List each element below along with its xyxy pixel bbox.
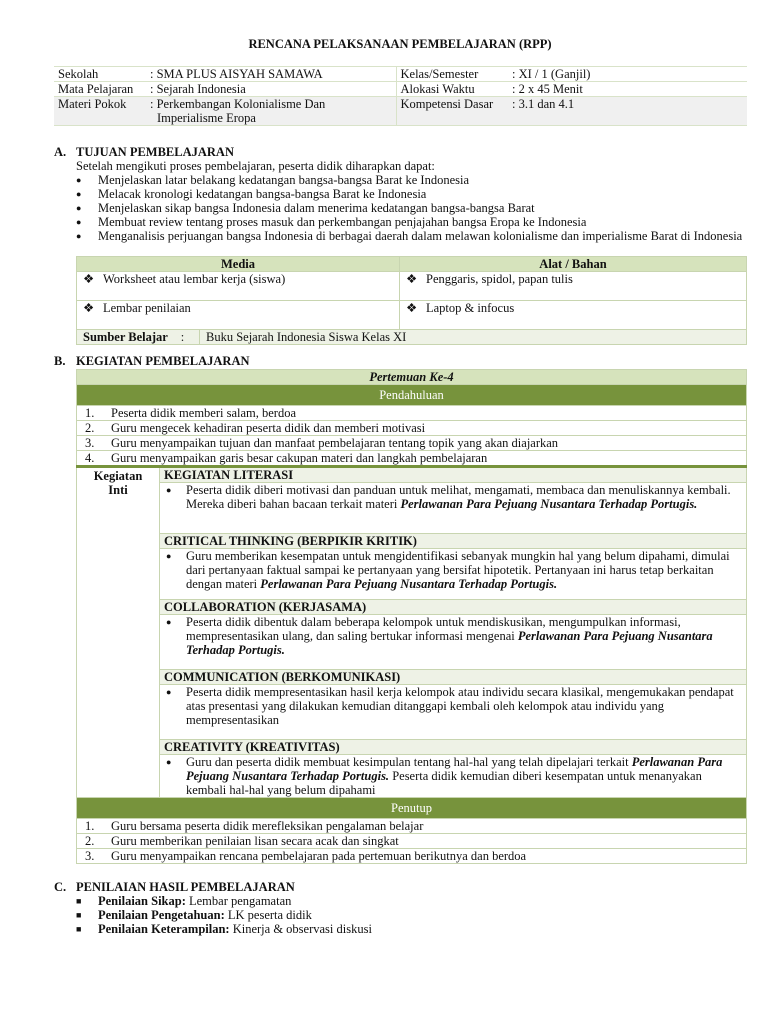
alat-header: Alat / Bahan <box>400 257 747 272</box>
pendahuluan-header: Pendahuluan <box>77 385 747 406</box>
media-header: Media <box>77 257 400 272</box>
sekolah-label: Sekolah <box>54 67 146 82</box>
table-row: 2. Guru mengecek kehadiran peserta didik dan memberi motivasi <box>77 421 747 436</box>
table-row: 3. Guru menyampaikan tujuan dan manfaat pembelajaran tentang topik yang akan diajarkan <box>77 436 747 451</box>
document-title: RENCANA PELAKSANAAN PEMBELAJARAN (RPP) <box>248 37 552 51</box>
section-a-heading: A. TUJUAN PEMBELAJARAN <box>54 145 234 159</box>
list-item: ■ Penilaian Sikap: Lembar pengamatan <box>76 894 746 908</box>
list-item: ● Membuat review tentang proses masuk dan perkembangan penjajahan bangsa Eropa ke Indonesia <box>76 215 746 229</box>
identity-table <box>54 66 747 126</box>
list-item: ● Menjelaskan latar belakang kedatangan bangsa-bangsa Barat ke Indonesia <box>76 173 746 187</box>
table-row: 4. Guru menyampaikan garis besar cakupan materi dan langkah pembelajaran <box>77 451 747 467</box>
table-row: 3. Guru menyampaikan rencana pembelajaran pada pertemuan berikutnya dan berdoa <box>77 849 747 864</box>
list-item: ■ Penilaian Pengetahuan: LK peserta didik <box>76 908 746 922</box>
sumber-value: Buku Sejarah Indonesia Siswa Kelas XI <box>200 330 747 345</box>
diamond-bullet-icon: ❖ <box>406 272 418 286</box>
mapel-value: : Sejarah Indonesia <box>146 82 396 97</box>
literasi-heading: KEGIATAN LITERASI <box>160 467 747 483</box>
objectives-list <box>76 173 746 243</box>
list-item: ● Melacak kronologi kedatangan bangsa-bangsa Barat ke Indonesia <box>76 187 746 201</box>
table-row: 1. Peserta didik memberi salam, berdoa <box>77 406 747 421</box>
media-item: ❖ Worksheet atau lembar kerja (siswa) <box>77 272 400 301</box>
diamond-bullet-icon: ❖ <box>83 301 95 315</box>
literasi-text: ● Peserta didik diberi motivasi dan panduan untuk melihat, mengamati, membaca dan menuliskannya kembali. Mereka diberi bahan bacaan terkait materi Perlawanan Para Pejuang Nusantara Terhadap Portugis. <box>160 483 747 534</box>
alokasi-value: : 2 x 45 Menit <box>508 82 747 97</box>
collab-text: ● Peserta didik dibentuk dalam beberapa kelompok untuk mendiskusikan, mengumpulkan informasi, mempresentasikan ulang, dan saling bertukar informasi mengenai Perlawanan Para Pejuang Nusantara Terhadap Portugis. <box>160 615 747 670</box>
creat-text: ● Guru dan peserta didik membuat kesimpulan tentang hal-hal yang telah dipelajari terkait Perlawanan Para Pejuang Nusantara Terhadap Portugis. Peserta didik kemudian diberi kesempatan untuk menanyakan kembali hal-hal yang belum dipahami <box>160 755 747 798</box>
creat-heading: CREATIVITY (KREATIVITAS) <box>160 740 747 755</box>
comm-heading: COMMUNICATION (BERKOMUNIKASI) <box>160 670 747 685</box>
comm-text: ● Peserta didik mempresentasikan hasil kerja kelompok atau individu secara klasikal, mengemukakan pendapat atas presentasi yang dilakukan kemudian ditanggapi kembali oleh kelompok atau individu yang mempresentasikan <box>160 685 747 740</box>
materi-value-line2: Imperialisme Eropa <box>157 111 256 125</box>
kelas-label: Kelas/Semester <box>396 67 508 82</box>
materi-value <box>146 97 396 126</box>
critical-heading: CRITICAL THINKING (BERPIKIR KRITIK) <box>160 534 747 549</box>
diamond-bullet-icon: ❖ <box>406 301 418 315</box>
critical-text: ● Guru memberikan kesempatan untuk mengidentifikasi sebanyak mungkin hal yang belum dipahami, dimulai dari pertanyaan faktual sampai ke pertanyaan yang bersifat hipotetik. Pertanyaan ini harus tetap berkaitan dengan materi Perlawanan Para Pejuang Nusantara Terhadap Portugis. <box>160 549 747 600</box>
kd-label: Kompetensi Dasar <box>396 97 508 126</box>
diamond-bullet-icon: ❖ <box>83 272 95 286</box>
media-table <box>76 256 747 345</box>
section-c-heading: C. PENILAIAN HASIL PEMBELAJARAN <box>54 880 295 894</box>
materi-value-line1: : Perkembangan Kolonialisme Dan <box>150 97 326 111</box>
alokasi-label: Alokasi Waktu <box>396 82 508 97</box>
list-item: ● Menjelaskan sikap bangsa Indonesia dalam menerima kedatangan bangsa-bangsa Barat <box>76 201 746 215</box>
table-row: 1. Guru bersama peserta didik merefleksikan pengalaman belajar <box>77 819 747 834</box>
alat-item: ❖ Penggaris, spidol, papan tulis <box>400 272 747 301</box>
section-b-heading: B. KEGIATAN PEMBELAJARAN <box>54 354 250 368</box>
section-a-intro: Setelah mengikuti proses pembelajaran, peserta didik diharapkan dapat: <box>76 159 435 173</box>
materi-label: Materi Pokok <box>54 97 146 126</box>
meeting-label: Pertemuan Ke-4 <box>77 370 747 385</box>
table-row: 2. Guru memberikan penilaian lisan secara acak dan singkat <box>77 834 747 849</box>
assessment-list <box>76 894 746 936</box>
alat-item: ❖ Laptop & infocus <box>400 301 747 330</box>
media-item: ❖ Lembar penilaian <box>77 301 400 330</box>
sekolah-value: : SMA PLUS AISYAH SAMAWA <box>146 67 396 82</box>
kd-value: : 3.1 dan 4.1 <box>508 97 747 126</box>
list-item: ● Menganalisis perjuangan bangsa Indonesia di berbagai daerah dalam melawan kolonialisme dan imperialisme Barat di Indonesia <box>76 229 746 243</box>
mapel-label: Mata Pelajaran <box>54 82 146 97</box>
penutup-header: Penutup <box>77 798 747 819</box>
sumber-label: Sumber Belajar : <box>77 330 200 345</box>
kegiatan-inti-label: Kegiatan Inti <box>77 467 160 798</box>
activities-table <box>76 369 747 864</box>
list-item: ■ Penilaian Keterampilan: Kinerja & observasi diskusi <box>76 922 746 936</box>
kelas-value: : XI / 1 (Ganjil) <box>508 67 747 82</box>
collab-heading: COLLABORATION (KERJASAMA) <box>160 600 747 615</box>
